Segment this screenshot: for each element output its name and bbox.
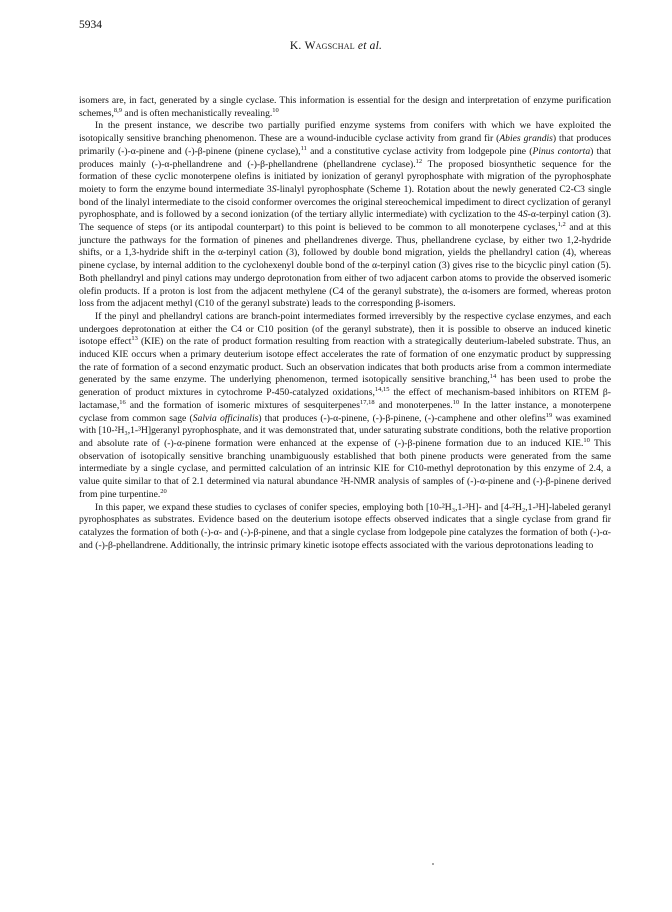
- text-run: -linalyl pyrophosphate (Scheme 1). Rotation about the newly generated C2-C3 single bond of the linalyl intermediate to the cisoid conformer overcomes the original stereochemical impediment to direct cyclization of geranyl pyrophosphate, and is followed by a second ionization (of the tertiary allylic intermediate) with cyclization to the 4: [79, 183, 611, 221]
- text-run: isomers are, in fact, generated by a single cyclase. This information is essential for the design and interpretation of enzyme purification schemes,: [79, 95, 611, 119]
- text-run: has been used to probe the generation of product mixtures in cytochrome P-450-catalyzed oxidations,: [79, 374, 611, 399]
- text-run: -α-terpinyl cation (3). The sequence of steps (or its antipodal counterpart) to this point is believed to be common to all monoterpene cyclases,: [79, 209, 611, 234]
- citation-ref: 20: [160, 487, 167, 495]
- citation-ref: 10: [272, 106, 279, 114]
- citation-ref: 1,2: [557, 220, 566, 228]
- paragraph-p3: [79, 311, 611, 502]
- paragraph-p1: [79, 95, 611, 120]
- text-run: and is often mechanistically revealing.: [122, 107, 273, 119]
- body-text: [79, 95, 611, 552]
- text-run: If the pinyl and phellandryl cations are branch-point intermediates formed irreversibly by the respective cyclase enzymes, and each undergoes deprotonation at either the C4 or C10 position (of the geranyl substrate), then it is possible to observe an induced kinetic isotope effect: [79, 310, 611, 348]
- italic-text: S: [271, 183, 277, 195]
- citation-ref: 14: [489, 373, 497, 381]
- citation-ref: 10: [583, 436, 590, 444]
- text-run: In the latter instance, a monoterpene cyclase from common sage (: [79, 399, 611, 424]
- text-run: and at this juncture the pathways for the formation of pinenes and phellandrenes diverge. Thus, phellandrene cyclase, by either two 1,2-hydride shifts, or a 1,3-hydride shift in the α-terpinyl cation (3), followed by double bond migration, yields the phellandryl cation (4), whereas pinene cyclase, by internal addition to the cyclohexenyl double bond of the α-terpinyl cation (3) gives rise to the bicyclic pinyl cation (5). Both phellandryl and pinyl cations may undergo deprotonation from either of two adjacent carbon atoms to provide the observed isomeric olefin products. If a proton is lost from the adjacent methylene (C4 of the geranyl substrate), the α-isomers are formed, whereas proton loss from the adjacent methyl (C10 of the geranyl substrate) leads to the corresponding β-isomers.: [79, 222, 611, 310]
- running-head: [0, 40, 672, 52]
- text-run: was examined with [10-²H₃,1-³H]geranyl pyrophosphate, and it was demonstrated that, under saturating substrate conditions, both the relative proportion and absolute rate of (-)-α-pinene formation were enhanced at the expense of (-)-β-pinene formation due to an induced KIE.: [79, 412, 611, 449]
- paragraph-p4: [79, 502, 611, 553]
- text-run: and monoterpenes.: [374, 399, 453, 411]
- paragraph-p2: [79, 120, 611, 311]
- text-run: ) that produces (-)-α-pinene, (-)-β-pinene, (-)-camphene and other olefins: [258, 412, 546, 424]
- text-run: and a constitutive cyclase activity from lodgepole pine (: [306, 145, 533, 157]
- author-surname: Wagschal: [304, 40, 355, 52]
- text-run: In the present instance, we describe two partially purified enzyme systems from conifers with which we have exploited the isotopically sensitive branching phenomenon. These are a wound-inducible cyclase activity from grand fir (: [79, 120, 611, 145]
- citation-ref: 11: [300, 144, 307, 152]
- italic-text: Pinus contorta: [532, 145, 591, 157]
- text-run: The proposed biosynthetic sequence for the formation of these cyclic monoterpene olefins is initiated by ionization of geranyl pyrophosphate with migration of the pyrophosphate moiety to form the enzyme bound intermediate 3: [79, 158, 611, 195]
- text-run: (KIE) on the rate of product formation resulting from reaction with a strategically deuterium-labeled substrate. Thus, an induced KIE occurs when a primary deuterium isotope effect accelerates the rate of formation of one enzymatic product by suppressing the rate of formation of a second enzymatic product. Such an observation indicates that both products arise from a common intermediate generated by the same enzyme. The underlying phenomenon, termed isotopically sensitive branching,: [79, 336, 611, 386]
- text-run: This observation of isotopically sensitive branching unambiguously established that both pinene products were generated from the same intermediate by a single cyclase, and permitted calculation of an intrinsic KIE for C10-methyl deprotonation by this enzyme of 2.4, a value quite similar to that of 2.1 determined via natural abundance ²H-NMR analysis of samples of (-)-α-pinene and (-)-β-pinene derived from pine turpentine.: [79, 437, 611, 500]
- citation-ref: 14,15: [374, 385, 390, 393]
- text-run: the effect of mechanism-based inhibitors on RTEM β-lactamase,: [79, 387, 611, 411]
- citation-ref: 8,9: [113, 106, 123, 114]
- author-initial: K.: [289, 40, 305, 52]
- page-number: 5934: [79, 19, 102, 31]
- text-run: ) that produces mainly (-)-α-phellandrene and (-)-β-phellandrene (phellandrene cyclase).: [79, 145, 612, 170]
- et-al: et al.: [354, 40, 383, 52]
- citation-ref: 16: [119, 398, 126, 406]
- citation-ref: 19: [545, 411, 553, 419]
- citation-ref: 10: [452, 398, 460, 406]
- text-run: ) that produces primarily (-)-α-pinene and (-)-β-pinene (pinene cyclase),: [79, 133, 611, 157]
- italic-text: Abies grandis: [499, 133, 553, 145]
- text-run: and the formation of isomeric mixtures of sesquiterpenes: [125, 399, 360, 411]
- italic-text: Salvia officinalis: [192, 412, 259, 424]
- italic-text: S: [522, 209, 528, 221]
- citation-ref: 13: [131, 335, 138, 343]
- citation-ref: 17,18: [359, 398, 375, 406]
- scan-speck: [432, 863, 434, 865]
- citation-ref: 12: [415, 157, 423, 165]
- text-run: In this paper, we expand these studies to cyclases of conifer species, employing both [10-²H₃,1-³H]- and [4-²H₂,1-³H]-labeled geranyl pyrophosphates as substrates. Evidence based on the deuterium isotope effects observed indicates that a single cyclase from grand fir catalyzes the formation of both (-)-α- and (-)-β-pinene, and that a single cyclase from lodgepole pine catalyzes the formation of both (-)-α- and (-)-β-phellandrene. Additionally, the intrinsic primary kinetic isotope effects associated with the various deprotonations leading to: [79, 501, 611, 551]
